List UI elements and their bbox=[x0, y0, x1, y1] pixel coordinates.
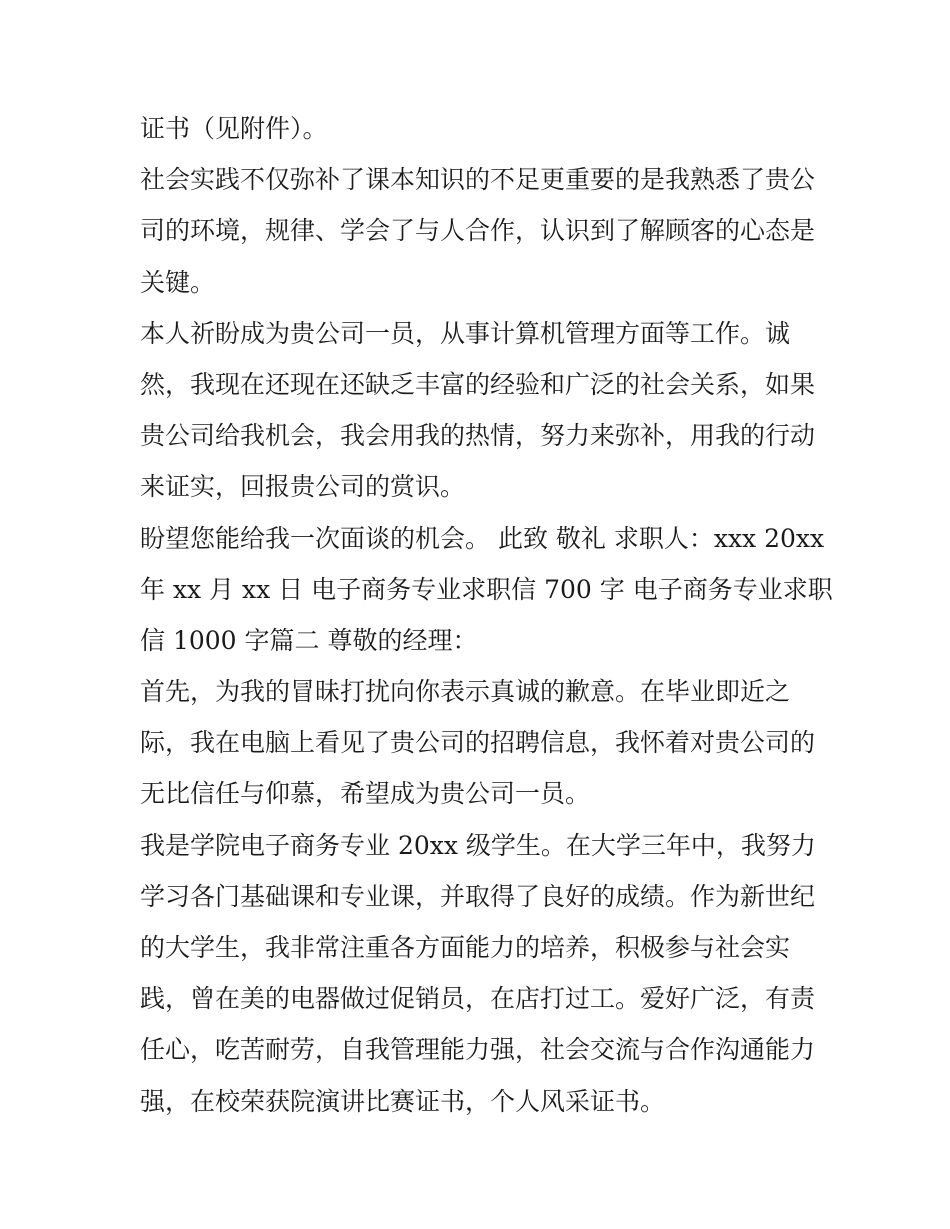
text-line: 司的环境，规律、学会了与人合作，认识到了解顾客的心态是 bbox=[140, 216, 816, 246]
text-line: 年 xx 月 xx 日 电子商务专业求职信 700 字 电子商务专业求职 bbox=[140, 574, 833, 604]
text-line: 强，在校荣获院演讲比赛证书，个人风采证书。 bbox=[140, 1086, 666, 1116]
text-line: 学习各门基础课和专业课，并取得了良好的成绩。作为新世纪 bbox=[140, 881, 816, 911]
text-line: 来证实，回报贵公司的赏识。 bbox=[140, 472, 466, 502]
text-line: 任心，吃苦耐劳，自我管理能力强，社会交流与合作沟通能力 bbox=[140, 1035, 816, 1065]
text-line: 盼望您能给我一次面谈的机会。 此致 敬礼 求职人：xxx 20xx bbox=[140, 523, 825, 553]
text-line: 的大学生，我非常注重各方面能力的培养，积极参与社会实 bbox=[140, 933, 791, 962]
text-line: 证书（见附件）。 bbox=[140, 114, 328, 143]
letter-body bbox=[140, 103, 833, 1127]
text-line: 我是学院电子商务专业 20xx 级学生。在大学三年中，我努力 bbox=[140, 830, 816, 860]
text-line: 关键。 bbox=[140, 267, 216, 297]
text-line: 践，曾在美的电器做过促销员，在店打过工。爱好广泛，有责 bbox=[140, 984, 816, 1014]
text-line: 本人祈盼成为贵公司一员，从事计算机管理方面等工作。诚 bbox=[140, 318, 791, 348]
text-line: 然，我现在还现在还缺乏丰富的经验和广泛的社会关系，如果 bbox=[140, 369, 816, 399]
text-line: 社会实践不仅弥补了课本知识的不足更重要的是我熟悉了贵公 bbox=[140, 165, 816, 195]
text-line: 际，我在电脑上看见了贵公司的招聘信息，我怀着对贵公司的 bbox=[140, 728, 816, 758]
text-line: 贵公司给我机会，我会用我的热情，努力来弥补，用我的行动 bbox=[140, 421, 816, 451]
text-line: 信 1000 字篇二 尊敬的经理： bbox=[140, 625, 478, 655]
text-line: 首先，为我的冒昧打扰向你表示真诚的歉意。在毕业即近之 bbox=[140, 677, 791, 707]
text-line: 无比信任与仰慕，希望成为贵公司一员。 bbox=[140, 779, 591, 809]
